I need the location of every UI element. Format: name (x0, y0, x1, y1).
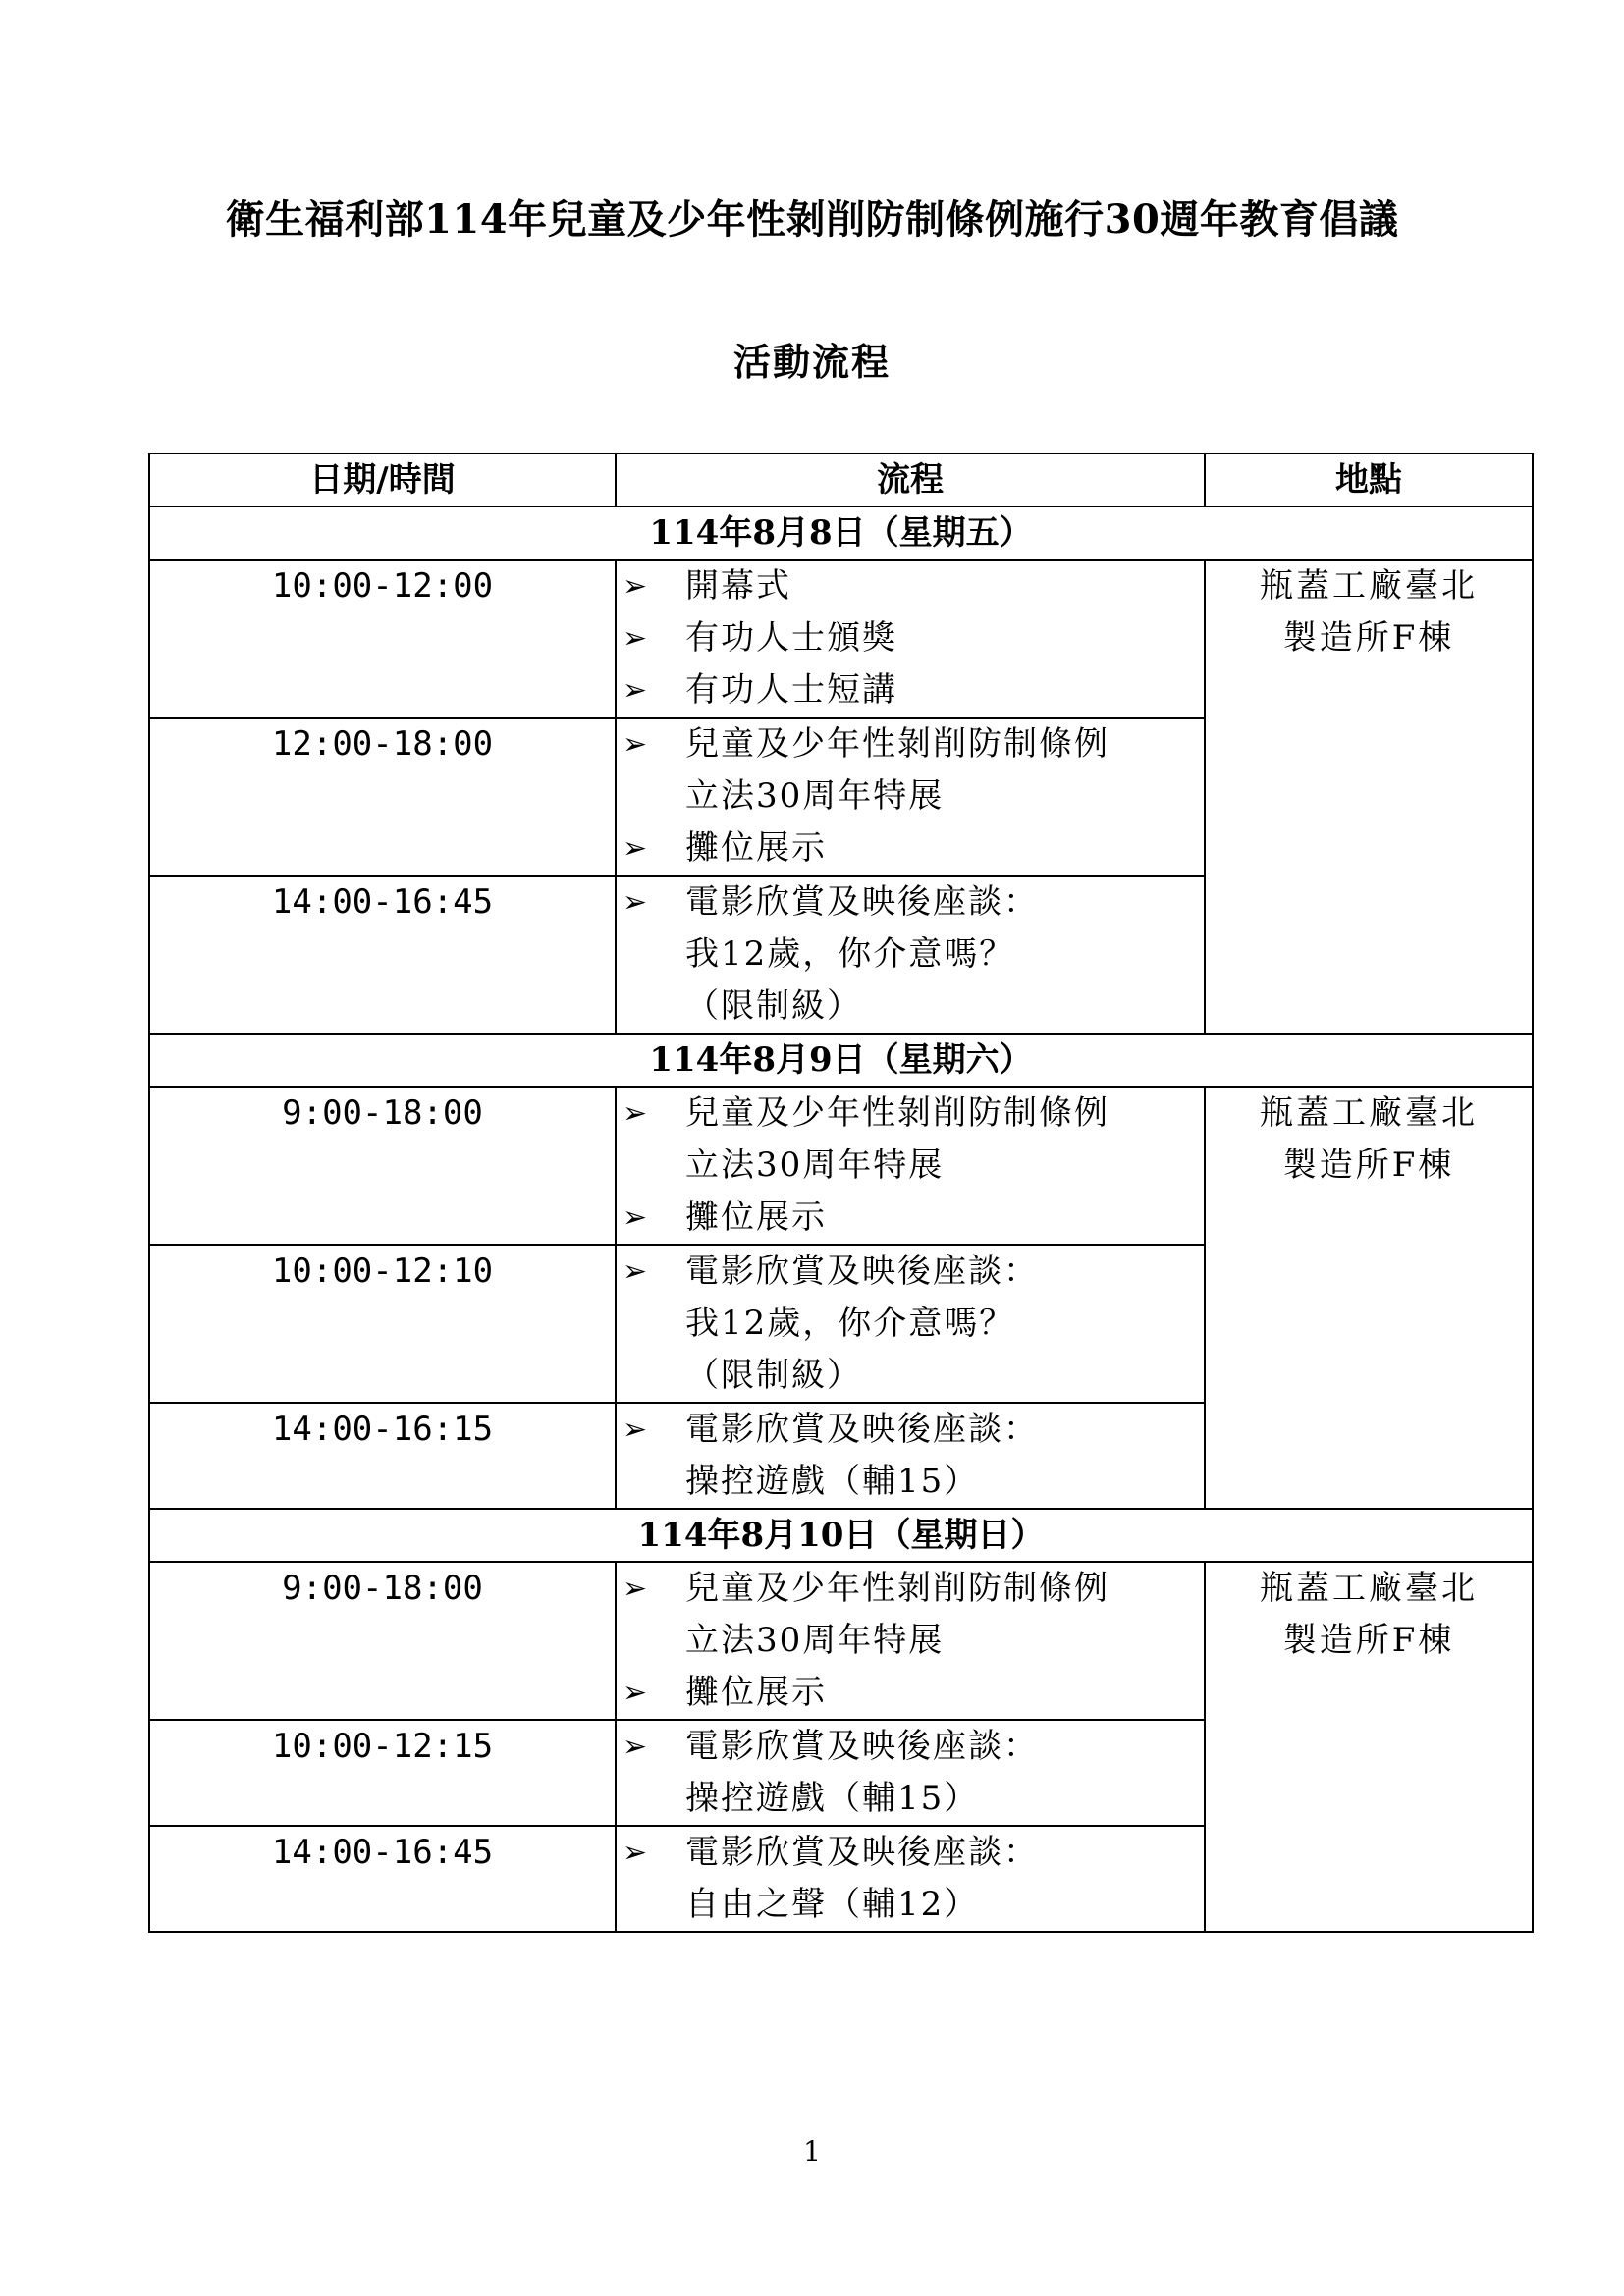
flow-item-line: 開幕式 (685, 566, 791, 606)
arrowhead-bullet-icon: ➢ (623, 1201, 650, 1235)
session-time: 10:00-12:15 (149, 1720, 616, 1826)
flow-item-line: 操控遊戲（輔15） (685, 1779, 980, 1818)
flow-item (617, 665, 1204, 717)
header-flow: 流程 (616, 454, 1205, 507)
session-time: 9:00-18:00 (149, 1087, 616, 1245)
flow-item-line: 操控遊戲（輔15） (685, 1462, 980, 1501)
session-time: 14:00-16:15 (149, 1403, 616, 1509)
session-flow (616, 1720, 1205, 1826)
session-time: 12:00-18:00 (149, 718, 616, 876)
day-date-label: 114年8月9日（星期六） (149, 1034, 1533, 1087)
flow-item-line: 有功人士頒獎 (685, 618, 897, 658)
venue-line: 瓶蓋工廠臺北 (1260, 566, 1478, 606)
schedule-table (148, 453, 1534, 1933)
flow-item-line: （限制級） (685, 1356, 862, 1395)
session-flow (616, 560, 1205, 718)
session-flow (616, 1826, 1205, 1932)
flow-item (617, 561, 1204, 613)
flow-item-line: 兒童及少年性剝削防制條例 (685, 1094, 1110, 1133)
flow-item (617, 1721, 1204, 1825)
document-title: 衛生福利部114年兒童及少年性剝削防制條例施行30週年教育倡議 (225, 196, 1399, 242)
venue-cell (1205, 560, 1533, 1034)
arrowhead-bullet-icon: ➢ (623, 885, 650, 920)
day-date-label: 114年8月10日（星期日） (149, 1509, 1533, 1562)
session-time: 10:00-12:10 (149, 1245, 616, 1403)
flow-item (617, 1563, 1204, 1667)
flow-item (617, 1404, 1204, 1508)
day-header-row (149, 507, 1533, 560)
arrowhead-bullet-icon: ➢ (623, 673, 650, 708)
table-row (149, 560, 1533, 718)
venue-line: 製造所F棟 (1282, 618, 1455, 658)
header-date-time: 日期/時間 (149, 454, 616, 507)
flow-item (617, 823, 1204, 875)
session-flow (616, 1562, 1205, 1720)
flow-item-line: 兒童及少年性剝削防制條例 (685, 1569, 1110, 1608)
flow-item (617, 1088, 1204, 1192)
flow-item (617, 1667, 1204, 1719)
document-subtitle: 活動流程 (732, 340, 891, 384)
flow-item-line: 我12歲，你介意嗎？ (685, 934, 1015, 974)
arrowhead-bullet-icon: ➢ (623, 1255, 650, 1289)
session-flow (616, 1087, 1205, 1245)
venue-cell (1205, 1087, 1533, 1509)
session-flow (616, 1245, 1205, 1403)
arrowhead-bullet-icon: ➢ (623, 1730, 650, 1764)
venue-cell (1205, 1562, 1533, 1932)
flow-item-line: 立法30周年特展 (685, 776, 945, 816)
session-flow (616, 718, 1205, 876)
venue-line: 製造所F棟 (1282, 1621, 1455, 1660)
arrowhead-bullet-icon: ➢ (623, 1836, 650, 1870)
session-flow (616, 1403, 1205, 1509)
flow-item-line: 電影欣賞及映後座談： (685, 1252, 1039, 1291)
arrowhead-bullet-icon: ➢ (623, 569, 650, 604)
arrowhead-bullet-icon: ➢ (623, 831, 650, 866)
flow-item-line: 我12歲，你介意嗎？ (685, 1304, 1015, 1343)
flow-item-line: 立法30周年特展 (685, 1146, 945, 1185)
flow-item-line: 有功人士短講 (685, 670, 897, 710)
header-venue: 地點 (1205, 454, 1533, 507)
flow-item-line: 電影欣賞及映後座談： (685, 882, 1039, 922)
flow-item (617, 1192, 1204, 1244)
flow-item-line: 攤位展示 (685, 1673, 827, 1712)
flow-item-line: 自由之聲（輔12） (685, 1885, 980, 1924)
flow-item-line: 電影欣賞及映後座談： (685, 1410, 1039, 1449)
flow-item-line: 兒童及少年性剝削防制條例 (685, 724, 1110, 764)
day-date-label: 114年8月8日（星期五） (149, 507, 1533, 560)
arrowhead-bullet-icon: ➢ (623, 1572, 650, 1606)
flow-item-line: （限制級） (685, 987, 862, 1026)
session-flow (616, 876, 1205, 1034)
day-header-row (149, 1509, 1533, 1562)
flow-item (617, 877, 1204, 1033)
session-time: 14:00-16:45 (149, 876, 616, 1034)
arrowhead-bullet-icon: ➢ (623, 727, 650, 762)
flow-item (617, 1246, 1204, 1402)
table-header-row (149, 454, 1533, 507)
arrowhead-bullet-icon: ➢ (623, 621, 650, 656)
flow-item-line: 立法30周年特展 (685, 1621, 945, 1660)
table-row (149, 1087, 1533, 1245)
venue-line: 瓶蓋工廠臺北 (1260, 1569, 1478, 1608)
arrowhead-bullet-icon: ➢ (623, 1413, 650, 1447)
flow-item-line: 攤位展示 (685, 828, 827, 868)
table-row (149, 1562, 1533, 1720)
arrowhead-bullet-icon: ➢ (623, 1676, 650, 1710)
flow-item-line: 攤位展示 (685, 1198, 827, 1237)
flow-item (617, 613, 1204, 665)
session-time: 10:00-12:00 (149, 560, 616, 718)
page-number: 1 (803, 2135, 821, 2167)
venue-line: 瓶蓋工廠臺北 (1260, 1094, 1478, 1133)
flow-item-line: 電影欣賞及映後座談： (685, 1833, 1039, 1872)
session-time: 9:00-18:00 (149, 1562, 616, 1720)
flow-item (617, 1827, 1204, 1931)
flow-item-line: 電影欣賞及映後座談： (685, 1727, 1039, 1766)
schedule-body (149, 507, 1533, 1932)
session-time: 14:00-16:45 (149, 1826, 616, 1932)
venue-line: 製造所F棟 (1282, 1146, 1455, 1185)
day-header-row (149, 1034, 1533, 1087)
flow-item (617, 719, 1204, 823)
arrowhead-bullet-icon: ➢ (623, 1096, 650, 1131)
